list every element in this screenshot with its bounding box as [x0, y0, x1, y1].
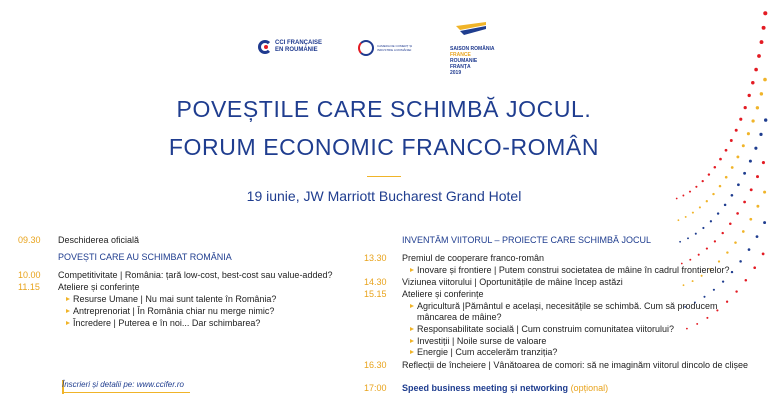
- bullet-arrow-icon: [66, 297, 70, 301]
- right-bullet-agriculture-cont: mâncarea de mâine?: [417, 312, 502, 322]
- decor-dot: [687, 237, 689, 239]
- decor-dot: [745, 279, 748, 282]
- title-line-1: POVEȘTILE CARE SCHIMBĂ JOCUL.: [176, 96, 592, 122]
- decor-dot: [708, 173, 710, 175]
- decor-dot: [757, 54, 761, 58]
- decor-dot: [706, 248, 708, 250]
- left-bullet-entrepreneurship: [66, 306, 274, 316]
- bullet-arrow-icon: [410, 350, 414, 354]
- decor-dot: [722, 232, 724, 234]
- decor-dot: [737, 183, 740, 186]
- decor-dot: [710, 220, 712, 222]
- decor-dot: [762, 253, 765, 256]
- decor-dot: [763, 78, 767, 82]
- decor-dot: [731, 271, 733, 273]
- decor-dot: [717, 212, 719, 214]
- decor-dot: [698, 254, 700, 256]
- left-bullet-trust: [66, 318, 260, 328]
- decor-dot: [756, 235, 759, 238]
- event-date-venue: 19 iunie, JW Marriott Bucharest Grand Hotel: [246, 188, 522, 204]
- right-bullet-investments: [410, 336, 546, 346]
- title-divider: [367, 176, 401, 177]
- closing-session: Reflecții de încheiere | Vânătoarea de comori: să ne imaginăm viitorul dincolo de clișee: [402, 360, 749, 370]
- decor-dot: [701, 275, 703, 277]
- decor-dot: [749, 218, 752, 221]
- decor-dot: [763, 221, 766, 224]
- season-logo: [450, 22, 496, 76]
- decor-dot: [686, 328, 688, 330]
- decor-dot: [751, 81, 754, 84]
- vision-session: Viziunea viitorului | Oportunitățile de mâine încep astăzi: [402, 277, 623, 287]
- bullet-text: Energie | Cum accelerăm tranziția?: [417, 347, 558, 357]
- bullet-text: Încredere | Puterea e în noi... Dar schimbarea?: [73, 318, 261, 328]
- bullet-text: Antreprenoriat | În România chiar nu merge nimic?: [73, 306, 275, 316]
- right-bullet-energy: [410, 347, 557, 357]
- season-logo-icon: [456, 22, 486, 40]
- decor-dot: [724, 204, 727, 207]
- decor-dot: [734, 241, 737, 244]
- ccir-logo: [358, 40, 425, 56]
- decor-dot: [714, 240, 716, 242]
- registration-footer: [62, 380, 192, 394]
- decor-dot: [706, 317, 708, 319]
- decor-dot: [736, 212, 739, 215]
- cci-logo-icon: [258, 40, 272, 54]
- competitiveness-session: Competitivitate | România: țară low-cost, best-cost sau value-added?: [58, 270, 333, 280]
- decor-dot: [689, 259, 691, 261]
- decor-dot: [702, 180, 704, 182]
- time-1630: 16.30: [364, 360, 387, 370]
- decor-dot: [722, 280, 724, 282]
- right-bullet-agriculture: [410, 301, 717, 311]
- time-1700: 17:00: [364, 383, 387, 393]
- decor-dot: [696, 323, 698, 325]
- time-1000: 10.00: [18, 270, 41, 280]
- season-line4: 2019: [450, 70, 462, 76]
- decor-dot: [714, 166, 717, 169]
- speed-networking-session: [402, 383, 608, 393]
- decor-dot: [731, 166, 734, 169]
- decor-dot: [679, 241, 681, 243]
- bullet-arrow-icon: [410, 339, 414, 343]
- decor-dot: [763, 11, 767, 15]
- bullet-arrow-icon: [66, 309, 70, 313]
- right-bullet-innovation: [410, 265, 730, 275]
- decor-dot: [725, 176, 728, 179]
- decor-dot: [699, 206, 701, 208]
- decor-dot: [742, 230, 745, 233]
- speed-networking-label: Speed business meeting și networking: [402, 383, 569, 393]
- decor-dot: [756, 175, 759, 178]
- left-section-title: POVEȘTI CARE AU SCHIMBAT ROMÂNIA: [58, 252, 232, 262]
- decor-dot: [726, 251, 728, 253]
- decor-dot: [762, 161, 765, 164]
- ccir-logo-text: CAMERA DE COMERȚ ȘI INDUSTRIE A ROMÂNIEI: [377, 44, 413, 52]
- bullet-arrow-icon: [410, 327, 414, 331]
- decor-dot: [756, 205, 759, 208]
- time-0930: 09.30: [18, 235, 41, 245]
- decor-dot: [748, 248, 751, 251]
- decor-dot: [743, 172, 746, 175]
- opening-session: Deschiderea oficială: [58, 235, 140, 245]
- right-workshops: Ateliere și conferințe: [402, 289, 484, 299]
- decor-dot: [753, 266, 756, 269]
- season-line3: ROUMANIE FRANȚA: [450, 58, 478, 70]
- left-bullet-hr: [66, 294, 276, 304]
- decor-dot: [713, 289, 715, 291]
- registration-link[interactable]: Înscrieri și detalii pe: www.ccifer.ro: [62, 380, 184, 389]
- ccir-logo-icon: [358, 40, 374, 56]
- decor-dot: [726, 301, 728, 303]
- decor-dot: [729, 222, 732, 225]
- decor-dot: [739, 260, 742, 263]
- right-section-title: INVENTĂM VIITORUL – PROIECTE CARE SCHIMBĂ JOCUL: [402, 235, 652, 245]
- decor-dot: [702, 227, 704, 229]
- decor-dot: [735, 290, 737, 292]
- decor-dot: [718, 260, 720, 262]
- footer-underline: [64, 392, 190, 393]
- left-workshops: Ateliere și conferințe: [58, 282, 140, 292]
- time-1330: 13.30: [364, 253, 387, 263]
- time-1515: 15.15: [364, 289, 387, 299]
- title-line-2: FORUM ECONOMIC FRANCO-ROMÂN: [168, 134, 600, 160]
- time-1115: 11.15: [18, 282, 40, 292]
- award-session: Premiul de cooperare franco-român: [402, 253, 545, 263]
- decor-dot: [735, 129, 738, 132]
- bullet-text: Resurse Umane | Nu mai sunt talente în România?: [73, 294, 277, 304]
- decor-dot: [719, 185, 722, 188]
- bullet-arrow-icon: [410, 268, 414, 272]
- cci-logo-line1: CCI FRANÇAISE: [275, 40, 323, 46]
- bullet-arrow-icon: [66, 321, 70, 325]
- bullet-text: Inovare și frontiere | Putem construi societatea de mâine în cadrul frontierelor?: [417, 265, 730, 275]
- time-1430: 14.30: [364, 277, 387, 287]
- decor-dot: [762, 26, 766, 30]
- decor-dot: [692, 280, 694, 282]
- season-line2: FRANCE: [450, 52, 471, 58]
- cci-france-logo: [258, 40, 322, 54]
- bullet-text: Investiții | Noile surse de valoare: [417, 336, 547, 346]
- bullet-text: Responsabilitate socială | Cum construim comunitatea viitorului?: [417, 324, 674, 334]
- decor-dot: [678, 219, 680, 221]
- decor-dot: [685, 216, 687, 218]
- season-line1: SAISON ROMÂNIA: [450, 46, 495, 52]
- decor-dot: [703, 296, 705, 298]
- cci-logo-line2: EN ROUMANIE: [275, 47, 318, 53]
- optional-label: (opțional): [570, 383, 609, 393]
- bullet-arrow-icon: [410, 304, 414, 308]
- bullet-text: Agricultură |Pământul e același, necesitățile se schimbă. Cum să producem: [417, 301, 718, 311]
- decor-dot: [683, 284, 685, 286]
- right-bullet-social: [410, 324, 674, 334]
- decor-dot: [754, 68, 758, 72]
- decor-dot: [695, 233, 697, 235]
- decor-dot: [760, 40, 764, 44]
- decor-dot: [692, 212, 694, 214]
